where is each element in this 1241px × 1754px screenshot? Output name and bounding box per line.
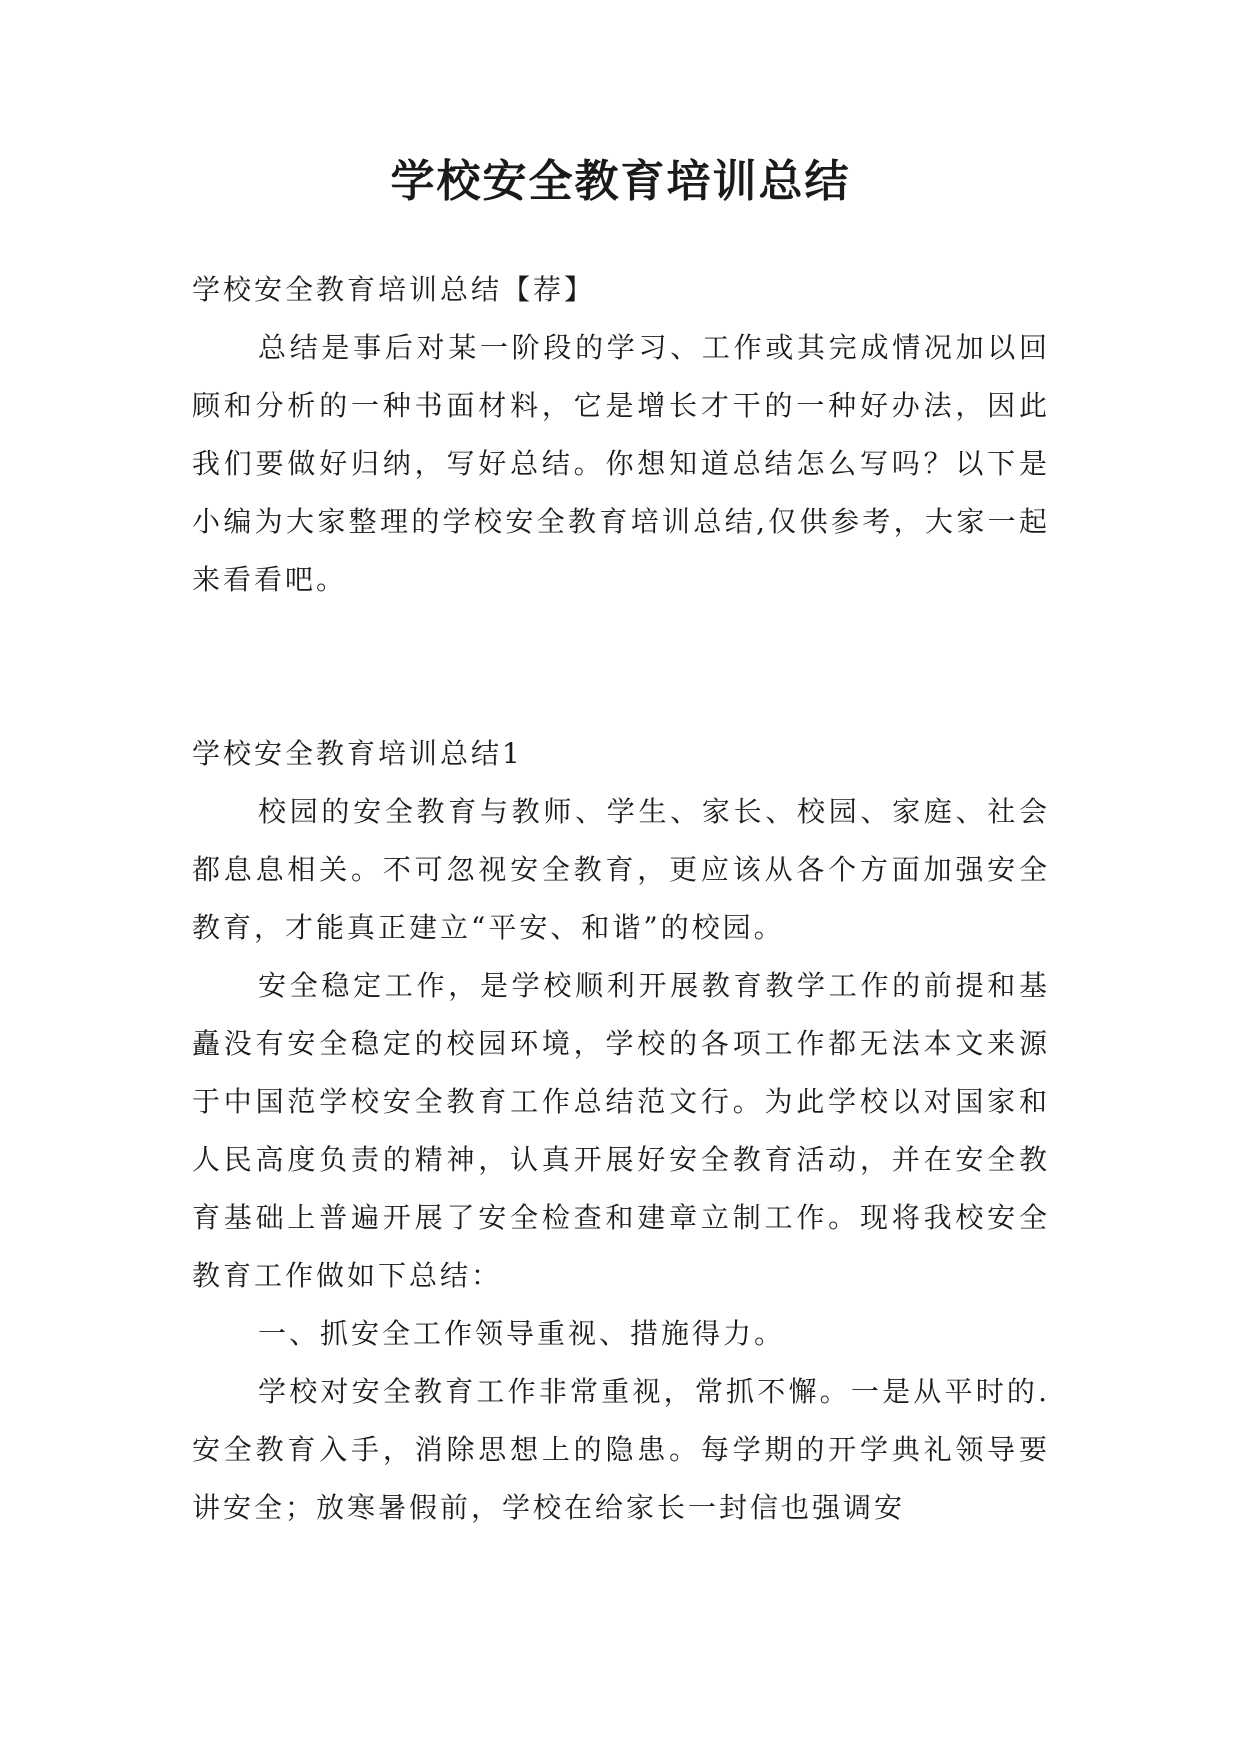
section-spacer	[192, 609, 1050, 725]
section1-heading: 学校安全教育培训总结1	[192, 737, 523, 770]
intro-heading: 学校安全教育培训总结【荐】	[192, 273, 596, 306]
section1-paragraph-1: 校园的安全教育与教师、学生、家长、校园、家庭、社会都息息相关。不可忽视安全教育，更应该从各个方面加强安全教育，才能真正建立“平安、和谐”的校园。	[192, 795, 1050, 944]
document-title: 学校安全教育培训总结	[390, 156, 851, 207]
section1-paragraph-2: 安全稳定工作，是学校顺利开展教育教学工作的前提和基矗没有安全稳定的校园环境，学校的各项工作都无法本文来源于中国范学校安全教育工作总结范文行。为此学校以对国家和人民高度负责的精神，认真开展好安全教育活动，并在安全教育基础上普遍开展了安全检查和建章立制工作。现将我校安全教育工作做如下总结：	[192, 969, 1050, 1292]
section1-subheading: 一、抓安全工作领导重视、措施得力。	[258, 1317, 786, 1350]
intro-paragraph: 总结是事后对某一阶段的学习、工作或其完成情况加以回顾和分析的一种书面材料，它是增长才干的一种好办法，因此我们要做好归纳，写好总结。你想知道总结怎么写吗？以下是小编为大家整理的学校安全教育培训总结,仅供参考，大家一起来看看吧。	[192, 331, 1050, 596]
document-body	[192, 261, 1050, 1537]
section1-paragraph-3: 学校对安全教育工作非常重视，常抓不懈。一是从平时的.安全教育入手，消除思想上的隐患。每学期的开学典礼领导要讲安全；放寒暑假前，学校在给家长一封信也强调安	[192, 1375, 1050, 1524]
